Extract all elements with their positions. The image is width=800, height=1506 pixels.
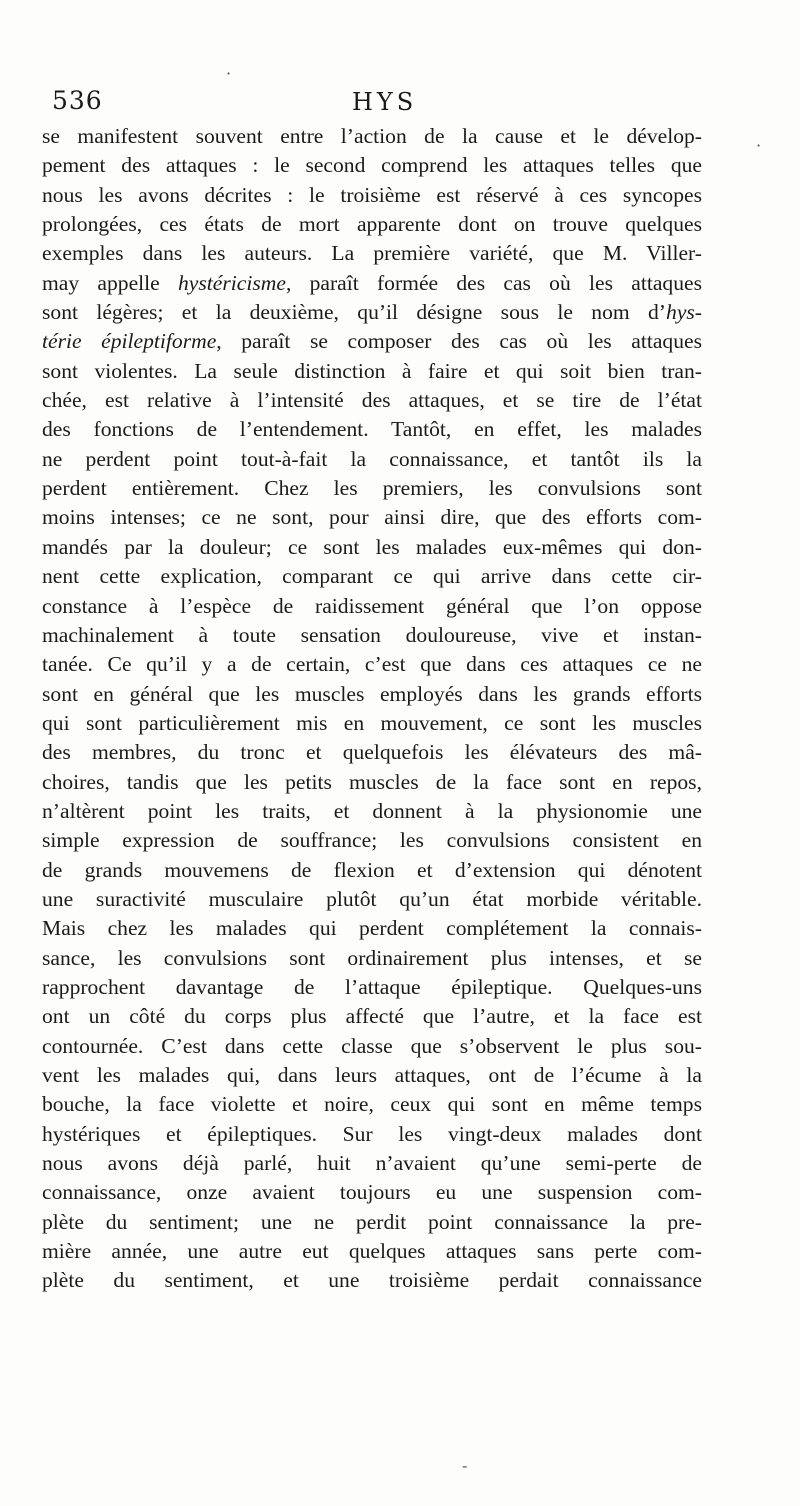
text-run: perdent entièrement. Chez les premiers, les convulsions sont xyxy=(42,476,702,501)
text-run: constance à l’espèce de raidissement général que l’on oppose xyxy=(42,593,702,618)
text-line xyxy=(42,181,702,210)
text-line xyxy=(42,415,702,444)
text-run: hystériques et épileptiques. Sur les vingt-deux malades dont xyxy=(42,1121,702,1146)
text-line xyxy=(42,474,702,503)
text-run: des fonctions de l’entendement. Tantôt, en effet, les malades xyxy=(42,417,702,442)
text-line xyxy=(42,1208,702,1237)
text-line xyxy=(42,151,702,180)
page-number: 536 xyxy=(52,86,103,115)
running-head: HYS xyxy=(352,88,418,116)
text-line xyxy=(42,357,702,386)
text-line xyxy=(42,533,702,562)
text-run: Mais chez les malades qui perdent complétement la connais- xyxy=(42,916,702,941)
text-line xyxy=(42,386,702,415)
body-text xyxy=(42,122,702,1296)
text-line xyxy=(42,503,702,532)
text-line xyxy=(42,1266,702,1295)
italic-term: térie épileptiforme xyxy=(42,329,217,354)
text-line xyxy=(42,885,702,914)
text-run: contournée. C’est dans cette classe que s’observent le plus sou- xyxy=(42,1033,702,1058)
text-run: se manifestent souvent entre l’action de la cause et le dévelop- xyxy=(42,124,702,148)
text-run: ont un côté du corps plus affecté que l’autre, et la face est xyxy=(42,1004,702,1029)
text-line xyxy=(42,738,702,767)
text-run: prolongées, ces états de mort apparente dont on trouve quelques xyxy=(42,212,702,237)
text-line xyxy=(42,122,702,151)
text-line xyxy=(42,973,702,1002)
text-line xyxy=(42,1149,702,1178)
text-line xyxy=(42,269,702,298)
text-run: n’altèrent point les traits, et donnent à la physionomie une xyxy=(42,798,702,823)
text-line xyxy=(42,1178,702,1207)
text-line xyxy=(42,768,702,797)
text-run: nous avons déjà parlé, huit n’avaient qu’une semi-perte de xyxy=(42,1151,702,1176)
text-line xyxy=(42,1090,702,1119)
text-line xyxy=(42,1120,702,1149)
text-run: nous les avons décrites : le troisième est réservé à ces syncopes xyxy=(42,182,702,207)
text-run: de grands mouvemens de flexion et d’extension qui dénotent xyxy=(42,857,702,882)
text-run: bouche, la face violette et noire, ceux qui sont en même temps xyxy=(42,1092,702,1117)
text-run: mandés par la douleur; ce sont les malades eux-mêmes qui don- xyxy=(42,534,702,559)
text-run: sance, les convulsions sont ordinairement plus intenses, et se xyxy=(42,945,702,970)
text-run: moins intenses; ce ne sont, pour ainsi dire, que des efforts com- xyxy=(42,505,702,530)
text-line xyxy=(42,709,702,738)
text-line xyxy=(42,562,702,591)
text-line xyxy=(42,210,702,239)
text-line xyxy=(42,1061,702,1090)
italic-term: hystéricisme xyxy=(178,270,286,295)
text-run: plète du sentiment, et une troisième perdait connaissance xyxy=(42,1268,702,1293)
text-line xyxy=(42,327,702,356)
text-run: may appelle xyxy=(42,270,178,295)
text-run: nent cette explication, comparant ce qui arrive dans cette cir- xyxy=(42,564,702,589)
text-run: choires, tandis que les petits muscles de la face sont en repos, xyxy=(42,769,702,794)
italic-term: hys- xyxy=(666,300,702,325)
text-line xyxy=(42,445,702,474)
text-run: tanée. Ce qu’il y a de certain, c’est que dans ces attaques ce ne xyxy=(42,652,702,677)
text-run: ne perdent point tout-à-fait la connaissance, et tantôt ils la xyxy=(42,446,702,471)
text-line xyxy=(42,1237,702,1266)
text-line xyxy=(42,650,702,679)
text-run: mière année, une autre eut quelques attaques sans perte com- xyxy=(42,1239,702,1264)
text-run: des membres, du tronc et quelquefois les élévateurs des mâ- xyxy=(42,740,702,765)
text-run: sont en général que les muscles employés dans les grands efforts xyxy=(42,681,702,706)
text-run: , paraît formée des cas où les attaques xyxy=(285,270,702,295)
print-speck: - xyxy=(462,1456,468,1475)
text-line xyxy=(42,298,702,327)
text-run: sont violentes. La seule distinction à faire et qui soit bien tran- xyxy=(42,358,702,383)
text-line xyxy=(42,914,702,943)
text-run: , paraît se composer des cas où les attaques xyxy=(216,329,702,354)
text-line xyxy=(42,680,702,709)
text-run: sont légères; et la deuxième, qu’il désigne sous le nom d’ xyxy=(42,300,667,325)
print-speck: · xyxy=(756,136,762,155)
text-run: machinalement à toute sensation douloureuse, vive et instan- xyxy=(42,622,702,647)
text-line xyxy=(42,1032,702,1061)
text-line xyxy=(42,856,702,885)
text-run: chée, est relative à l’intensité des attaques, et se tire de l’état xyxy=(42,388,702,413)
text-run: connaissance, onze avaient toujours eu une suspension com- xyxy=(42,1180,702,1205)
print-speck: · xyxy=(226,64,232,83)
text-line xyxy=(42,944,702,973)
text-line xyxy=(42,1002,702,1031)
text-run: pement des attaques : le second comprend les attaques telles que xyxy=(42,153,702,178)
text-run: qui sont particulièrement mis en mouvement, ce sont les muscles xyxy=(42,710,702,735)
text-run: vent les malades qui, dans leurs attaques, ont de l’écume à la xyxy=(42,1063,702,1087)
text-line xyxy=(42,621,702,650)
text-run: exemples dans les auteurs. La première variété, que M. Viller- xyxy=(42,241,702,266)
text-line xyxy=(42,592,702,621)
text-line xyxy=(42,826,702,855)
text-run: plète du sentiment; une ne perdit point connaissance la pre- xyxy=(42,1209,702,1234)
text-line xyxy=(42,797,702,826)
text-run: rapprochent davantage de l’attaque épileptique. Quelques-uns xyxy=(42,974,702,999)
page-header xyxy=(40,80,740,120)
text-line xyxy=(42,239,702,268)
text-run: simple expression de souffrance; les convulsions consistent en xyxy=(42,828,702,853)
text-run: une suractivité musculaire plutôt qu’un état morbide véritable. xyxy=(42,886,702,911)
